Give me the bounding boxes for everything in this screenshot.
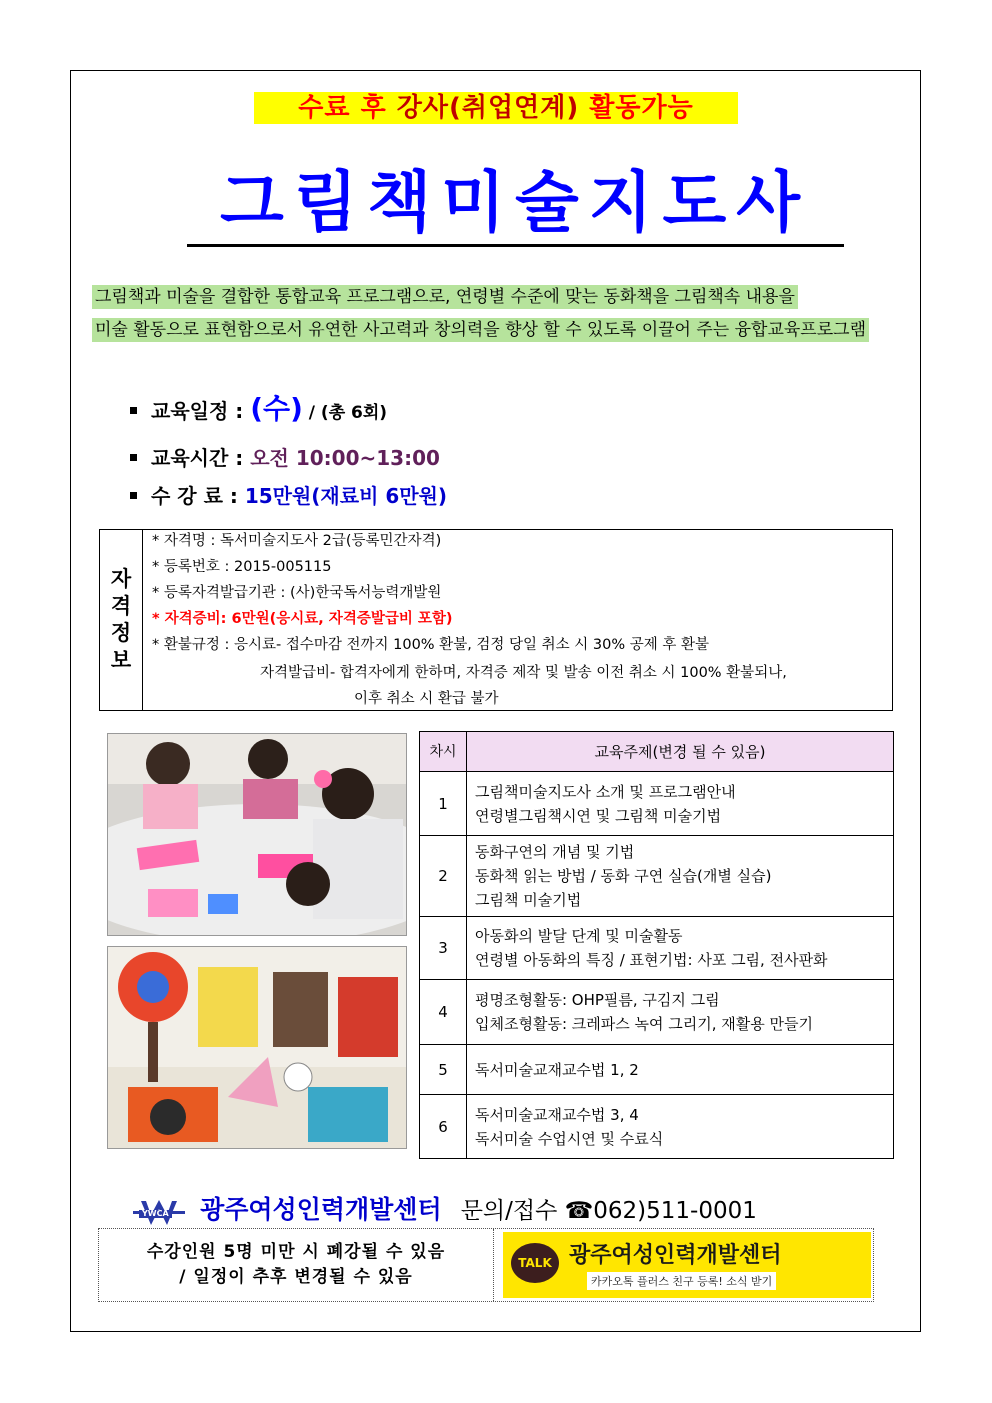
table-row: 4 평명조형활동: OHP필름, 구김지 그림 입체조형활동: 크레파스 녹여 그리기, 재활용 만들기 (420, 980, 894, 1045)
qual-cert-fee: * 자격증비: 6만원(응시료, 자격증발급비 포함) (152, 611, 453, 627)
intro-line-1: 그림책과 미술을 결합한 통합교육 프로그램으로, 연령별 수준에 맞는 동화책을 그림책속 내용을 (92, 282, 902, 313)
table-row: 2 동화구연의 개념 및 기법 동화책 읽는 방법 / 동화 구연 실습(개별 실습) 그림책 미술기법 (420, 836, 894, 917)
session-column-header: 차시 (420, 732, 467, 772)
classroom-photo (107, 733, 407, 936)
time-info: 교육시간 : 오전 10:00~13:00 (130, 441, 440, 475)
qualification-box (99, 529, 893, 711)
banner-part1: 수료 후 (298, 93, 397, 123)
table-row: 5 독서미술교재교수법 1, 2 (420, 1045, 894, 1095)
banner-part2: 강사(취업연계) (396, 93, 590, 123)
schedule-info: 교육일정 : (수) / (총 6회) (130, 392, 387, 426)
kakao-plus-friend-banner[interactable] (503, 1232, 871, 1298)
bullet-icon (130, 492, 137, 499)
qualification-label: 자 격 정 보 (100, 530, 143, 710)
intro-line-2: 미술 활동으로 표현함으로서 유연한 사고력과 창의력을 향상 할 수 있도록 이끌어 주는 융합교육프로그램 (92, 315, 902, 346)
kakao-subtitle: 카카오톡 플러스 친구 등록! 소식 받기 (587, 1272, 776, 1290)
title-underline (187, 244, 844, 247)
employment-banner (254, 92, 738, 124)
qual-name: * 자격명 : 독서미술지도사 2급(등록민간자격) (152, 533, 442, 549)
ywca-logo-icon: YWCA (133, 1199, 185, 1229)
kakao-talk-icon: TALK (511, 1243, 559, 1283)
qual-refund-3: 이후 취소 시 환급 불가 (354, 691, 499, 707)
notice-box (98, 1228, 874, 1302)
bullet-icon (130, 407, 137, 414)
fee-info: 수 강 료 : 15만원(재료비 6만원) (130, 479, 447, 513)
table-row: 6 독서미술교재교수법 3, 4 독서미술 수업시연 및 수료식 (420, 1095, 894, 1159)
qual-refund-1: * 환불규정 : 응시료- 접수마감 전까지 100% 환불, 검정 당일 취소 시 30% 공제 후 환불 (152, 637, 709, 653)
topic-column-header: 교육주제(변경 될 수 있음) (467, 732, 894, 772)
curriculum-table (419, 731, 894, 1159)
banner-part3: 활동가능 (589, 93, 694, 123)
contact-phone: 문의/접수 ☎062)511-0001 (460, 1198, 757, 1224)
page-title: 그림책미술지도사 (219, 164, 811, 241)
kakao-title: 광주여성인력개발센터 (569, 1243, 782, 1268)
bullet-icon (130, 454, 137, 461)
enrollment-notice: 수강인원 5명 미만 시 폐강될 수 있음 / 일정이 추후 변경될 수 있음 (99, 1229, 494, 1301)
table-row: 3 아동화의 발달 단계 및 미술활동 연령별 아동화의 특징 / 표현기법: 사포 그림, 전사판화 (420, 917, 894, 980)
qual-reg-number: * 등록번호 : 2015-005115 (152, 559, 332, 575)
table-row: 1 그림책미술지도사 소개 및 프로그램안내 연령별그림책시연 및 그림책 미술기법 (420, 772, 894, 836)
qual-issuer: * 등록자격발급기관 : (사)한국독서능력개발원 (152, 585, 442, 601)
org-name: 광주여성인력개발센터 (200, 1195, 442, 1224)
artwork-photo (107, 946, 407, 1149)
footer-contact (133, 1188, 757, 1232)
table-header-row (420, 732, 894, 772)
qual-refund-2: 자격발급비- 합격자에게 한하며, 자격증 제작 및 발송 이전 취소 시 100% 환불되나, (260, 665, 787, 681)
